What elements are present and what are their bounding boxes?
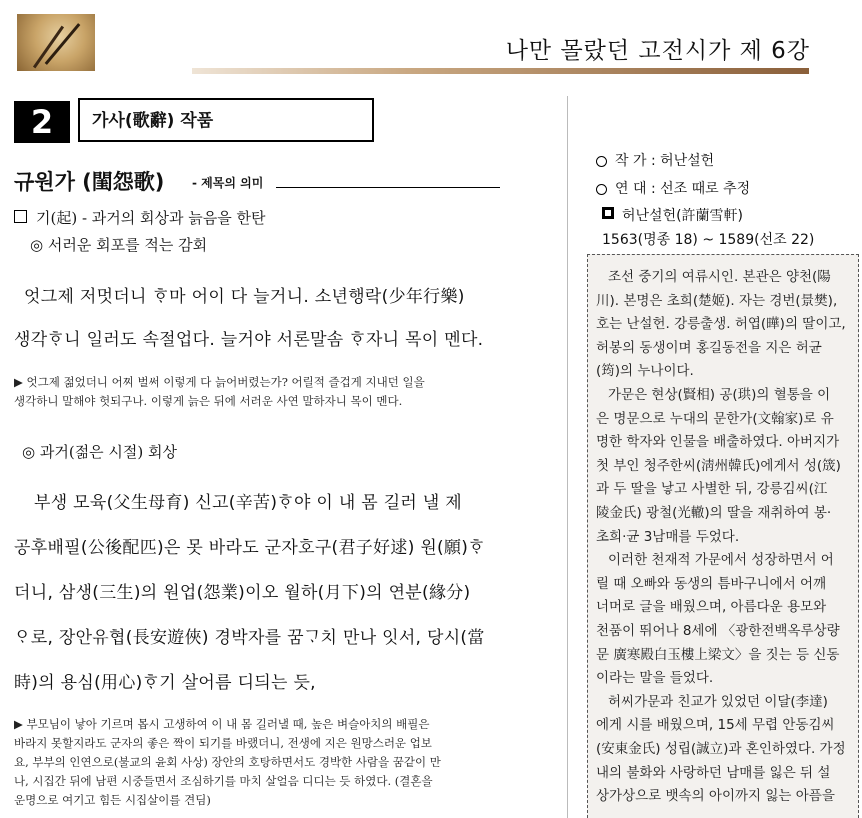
- circle-icon: [596, 184, 607, 195]
- era-label: 연 대 : 선조 때로 추정: [615, 181, 751, 197]
- subheading-youth: ◎ 과거(젊은 시절) 회상: [22, 443, 178, 461]
- heading-gi: 기(起) - 과거의 회상과 늙음을 한탄: [36, 209, 266, 227]
- author-label: 작 가 : 허난설헌: [615, 153, 715, 169]
- biography-line: 이러한 천재적 가문에서 성장하면서 어: [608, 552, 834, 569]
- biography-line: 상가상으로 뱃속의 아이까지 잃는 아픔을: [596, 788, 835, 805]
- author-name: 허난설헌(許蘭雪軒): [622, 208, 744, 224]
- verse-line: 생각ᄒᆞ니 일러도 속절업다. 늘거야 서론말솜 ᄒᆞ자니 목이 멘다.: [14, 330, 484, 350]
- poem-subtitle: - 제목의 의미: [192, 176, 264, 190]
- title-meaning-blank: [276, 187, 500, 188]
- biography-line: 川). 본명은 초희(楚姬). 자는 경번(景樊),: [596, 292, 838, 309]
- biography-line: 陵金氏) 광철(光轍)의 딸을 재취하여 봉·: [596, 505, 832, 521]
- verse-line: ᄋᆞ로, 장안유협(長安遊俠) 경박자를 꿈ᄀᆞ치 만나 잇서, 당시(當: [14, 628, 485, 648]
- translation-note: 요, 부부의 인연으로(불교의 윤회 사상) 장안의 호탕하면서도 경박한 사람을 꿈같이 만: [14, 755, 441, 769]
- biography-line: 초희·균 3남매를 두었다.: [596, 528, 740, 545]
- header-title: 나만 몰랐던 고전시가 제 6강: [505, 38, 810, 64]
- translation-note: 나, 시집간 뒤에 남편 시중들면서 조심하기를 마치 살얼음 디디는 듯 하였다. (결혼을: [14, 774, 433, 788]
- biography-line: 명한 학자와 인물을 배출하였다. 아버지가: [596, 434, 840, 451]
- header-rule: [192, 68, 809, 74]
- biography-line: (安東金氏) 성립(誠立)과 혼인하였다. 가정: [596, 741, 846, 757]
- verse-line: 부생 모육(父生母育) 신고(辛苦)ᄒᆞ야 이 내 몸 길러 낼 제: [34, 493, 462, 513]
- biography-line: 천품이 뛰어나 8세에 〈광한전백옥루상량: [596, 623, 840, 639]
- translation-note: ▶ 부모님이 낳아 기르며 몹시 고생하여 이 내 몸 길러낼 때, 높은 벼슬아치의 배필은: [14, 717, 430, 731]
- column-divider: [567, 96, 568, 818]
- era-info: [596, 178, 750, 198]
- translation-note: 운명으로 여기고 힘든 시집살이를 견딤): [14, 793, 211, 807]
- translation-note: ▶ 엇그제 젊었더니 어찌 벌써 이렇게 다 늙어버렸는가? 어릴적 즐겁게 지내던 일을: [14, 375, 425, 389]
- biography-line: 허봉의 동생이며 홍길동전을 지은 허균: [596, 339, 822, 356]
- poem-title: 규원가 (閨怨歌): [14, 170, 165, 194]
- section-title: 가사(歌辭) 작품: [92, 111, 214, 131]
- biography-line: 조선 중기의 여류시인. 본관은 양천(陽: [608, 269, 831, 285]
- section-number: 2: [14, 101, 70, 143]
- translation-note: 바라지 못할지라도 군자의 좋은 짝이 되기를 바랬더니, 전생에 지은 원망스러운 업보: [14, 736, 432, 750]
- biography-line: 과 두 딸을 낳고 사별한 뒤, 강릉김씨(江: [596, 481, 828, 498]
- verse-line: 더니, 삼생(三生)의 원업(怨業)이오 월하(月下)의 연분(緣分): [14, 583, 471, 603]
- biography-line: 은 명문으로 누대의 문한가(文翰家)로 유: [596, 410, 834, 427]
- biography-line: 이라는 말을 들었다.: [596, 670, 714, 687]
- biography-line: 첫 부인 청주한씨(淸州韓氏)에게서 성(筬): [596, 457, 841, 474]
- biography-line: 가문은 현상(賢相) 공(珙)의 혈통을 이: [608, 387, 831, 403]
- translation-note: 생각하니 말해야 헛되구나. 이렇게 늙은 뒤에 서러운 사연 말하자니 목이 멘다.: [14, 394, 403, 408]
- biography-box: [587, 254, 859, 818]
- biography-line: 에게 시를 배웠으며, 15세 무렵 안동김씨: [596, 717, 835, 734]
- biography-line: 문 廣寒殿白玉樓上梁文〉을 짓는 등 신동: [596, 646, 840, 663]
- author-info: [596, 150, 714, 170]
- biography-line: 릴 때 오빠와 동생의 틈바구니에서 어깨: [596, 575, 827, 592]
- biography-line: 내의 불화와 사랑하던 남매를 잃은 뒤 설: [596, 764, 831, 781]
- circle-icon: [596, 156, 607, 167]
- square-bullet-icon: [602, 207, 614, 219]
- biography-line: 너머로 글을 배웠으며, 아름다운 용모와: [596, 599, 827, 616]
- verse-line: 時)의 용심(用心)ᄒᆞ기 살어름 디듸는 듯,: [14, 673, 316, 693]
- author-years: 1563(명종 18) ~ 1589(선조 22): [602, 232, 815, 248]
- biography-line: 호는 난설헌. 강릉출생. 허엽(曄)의 딸이고,: [596, 316, 846, 333]
- checkbox-icon: [14, 210, 27, 223]
- verse-line: 엇그제 저멋더니 ᄒᆞ마 어이 다 늘거니. 소년행락(少年行樂): [24, 287, 465, 307]
- logo-image: [17, 14, 95, 71]
- subheading-sorrow: ◎ 서러운 회포를 적는 감회: [30, 236, 208, 254]
- verse-line: 공후배필(公後配匹)은 못 바라도 군자호구(君子好逑) 원(願)ᄒᆞ: [14, 538, 485, 558]
- biography-line: (筠)의 누나이다.: [596, 363, 694, 380]
- biography-line: 허씨가문과 친교가 있었던 이달(李達): [608, 693, 828, 710]
